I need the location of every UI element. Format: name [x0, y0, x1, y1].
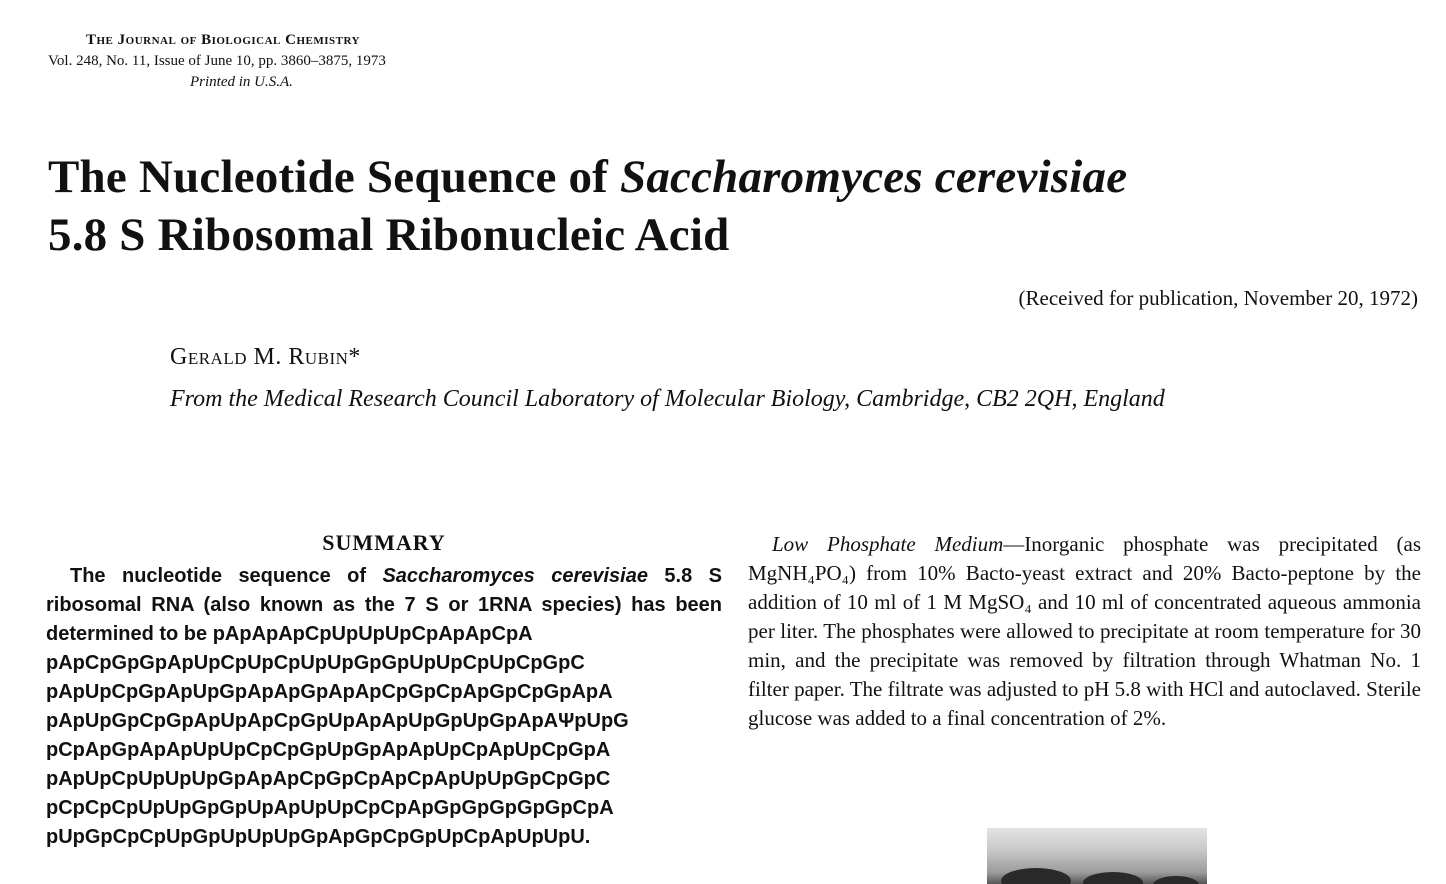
title-line2: 5.8 S Ribosomal Ribonucleic Acid — [48, 209, 730, 261]
low-phosphate-medium-paragraph — [748, 530, 1421, 733]
title-species: Saccharomyces cerevisiae — [619, 151, 1128, 203]
figure-band — [1001, 868, 1071, 884]
author-name: Gerald M. Rubin* — [170, 344, 361, 370]
figure-band — [1153, 876, 1199, 884]
journal-header — [48, 30, 478, 93]
methods-body: —Inorganic phosphate was precipitated (as MgNH₄PO₄) from 10% Bacto-yeast extract and 20% Bacto-peptone by the addition of 10 ml of 1 M MgSO₄ and 10 ml of concentrated aqueous ammonia per liter. The phosphates were allowed to precipitate at room temperature for 30 min, and the precipitate was removed by filtration through Whatman No. 1 filter paper. The filtrate was adjusted to pH 5.8 with HCl and autoclaved. Sterile glucose was added to a final concentration of 2%. — [748, 532, 1422, 730]
summary-text-rest: 5.8 S ribosomal RNA (also known as the 7 S or 1RNA species) has been determined to be pApApApCpUpUpUpCpApApCpA — [46, 565, 723, 645]
printed-in-note: Printed in U.S.A. — [190, 74, 293, 90]
summary-heading: SUMMARY — [322, 530, 446, 555]
sequence-line: pCpCpCpUpUpGpGpUpApUpUpCpCpApGpGpGpGpGpCpA — [46, 797, 614, 819]
sequence-line: pCpApGpApApUpUpCpCpGpUpGpApApUpCpApUpCpGpA — [46, 739, 611, 761]
summary-text-start: The nucleotide sequence of — [70, 565, 383, 587]
methods-section — [748, 530, 1421, 733]
methods-subheading: Low Phosphate Medium — [772, 532, 1004, 556]
summary-section — [46, 530, 722, 852]
title-line1-prefix: The Nucleotide Sequence of — [48, 151, 620, 203]
figure-image-fragment — [987, 828, 1207, 884]
author-affiliation: From the Medical Research Council Laboratory of Molecular Biology, Cambridge, CB2 2QH, England — [170, 386, 1165, 412]
sequence-line: pApUpGpCpGpApUpApCpGpUpApApUpGpUpGpApAΨpUpG — [46, 710, 629, 732]
sequence-line: pApUpCpUpUpUpGpApApCpGpCpApCpApUpUpGpCpGpC — [46, 768, 611, 790]
sequence-line: pUpGpCpCpUpGpUpUpUpGpApGpCpGpUpCpApUpUpU. — [46, 826, 591, 848]
sequence-line: pApUpCpGpApUpGpApApGpApApCpGpCpApGpCpGpApA — [46, 681, 613, 703]
summary-species: Saccharomyces cerevisiae — [382, 565, 648, 587]
received-date: (Received for publication, November 20, 1972) — [1018, 286, 1418, 310]
journal-name: The Journal of Biological Chemistry — [86, 32, 360, 48]
sequence-block — [46, 649, 722, 852]
figure-band — [1083, 872, 1143, 884]
summary-paragraph — [46, 562, 722, 649]
journal-volume-line: Vol. 248, No. 11, Issue of June 10, pp. 3860–3875, 1973 — [48, 53, 386, 69]
paper-title — [48, 148, 1127, 264]
sequence-line: pApCpGpGpApUpCpUpCpUpUpGpGpUpUpCpUpCpGpC — [46, 652, 585, 674]
